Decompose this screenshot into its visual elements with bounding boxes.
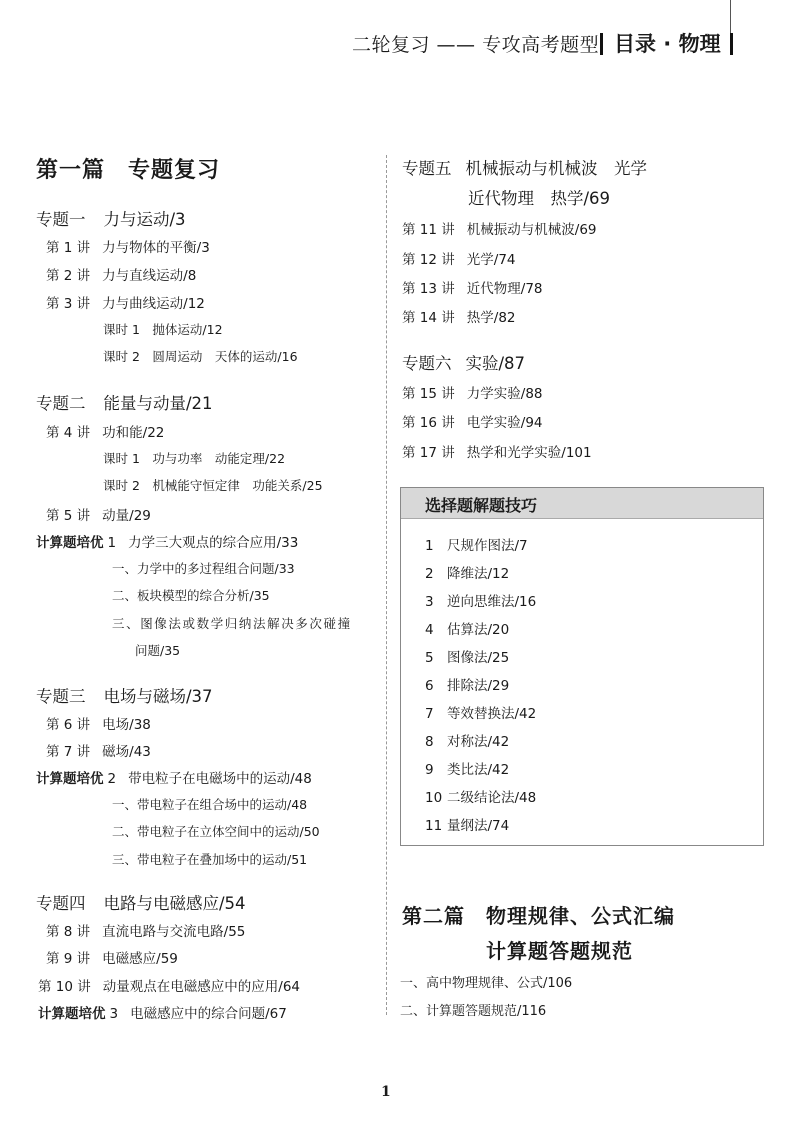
lecture-label: 第 4 讲 [46, 425, 91, 441]
topic-title: 机械振动与机械波 光学 [465, 159, 647, 178]
topic-label: 专题一 [36, 210, 86, 229]
lecture-title: 光学/74 [466, 252, 516, 268]
toc-lecture-6[interactable] [46, 713, 151, 733]
tips-item-num: 5 [425, 650, 434, 666]
lecture-title: 近代物理/78 [466, 281, 543, 297]
lecture-label: 第 1 讲 [46, 240, 91, 256]
toc-section-2-3[interactable]: 三、带电粒子在叠加场中的运动/51 [112, 852, 308, 867]
lecture-title: 功和能/22 [102, 425, 165, 441]
tips-item-text: 降维法/12 [447, 566, 510, 582]
calc-label: 计算题培优 [36, 535, 104, 551]
toc-topic-4[interactable] [36, 890, 246, 914]
lecture-label: 第 15 讲 [402, 386, 455, 402]
tips-item-text: 尺规作图法/7 [447, 538, 528, 554]
tips-item-num: 4 [425, 622, 434, 638]
tips-item-num: 7 [425, 706, 434, 722]
tips-item-8[interactable] [425, 730, 509, 750]
tips-item-num: 3 [425, 594, 434, 610]
toc-lesson-4-2[interactable]: 课时 2 机械能守恒定律 功能关系/25 [103, 478, 323, 493]
toc-calc-2[interactable] [36, 767, 312, 787]
header-divider-bar [600, 33, 603, 55]
header-section-title: 目录 · 物理 [614, 32, 721, 56]
tips-item-text: 估算法/20 [447, 622, 510, 638]
tips-item-text: 逆向思维法/16 [447, 594, 537, 610]
tips-item-6[interactable] [425, 674, 509, 694]
toc-lecture-12[interactable] [402, 248, 516, 268]
toc-lesson-3-1[interactable]: 课时 1 抛体运动/12 [103, 322, 223, 337]
toc-lesson-3-2[interactable]: 课时 2 圆周运动 天体的运动/16 [103, 349, 298, 364]
toc-lecture-13[interactable] [402, 277, 543, 297]
tips-item-text: 对称法/42 [447, 734, 510, 750]
lecture-title: 电磁感应/59 [102, 951, 178, 967]
toc-section-1-1[interactable]: 一、力学中的多过程组合问题/33 [112, 561, 295, 576]
lecture-label: 第 3 讲 [46, 296, 91, 312]
tips-item-2[interactable] [425, 562, 509, 582]
lecture-title: 电学实验/94 [466, 415, 543, 431]
toc-section-2-1[interactable]: 一、带电粒子在组合场中的运动/48 [112, 797, 308, 812]
topic-title: 电路与电磁感应/54 [103, 894, 246, 913]
tips-item-text: 图像法/25 [447, 650, 510, 666]
toc-section-1-3[interactable]: 三、图像法或数学归纳法解决多次碰撞 [112, 616, 352, 631]
toc-lecture-16[interactable] [402, 411, 543, 431]
tips-item-9[interactable] [425, 758, 509, 778]
topic-title: 实验/87 [465, 354, 526, 373]
tips-item-1[interactable] [425, 534, 528, 554]
tips-item-7[interactable] [425, 702, 536, 722]
tips-item-num: 10 [425, 790, 443, 806]
tips-box-title: 选择题解题技巧 [425, 496, 538, 515]
lecture-label: 第 8 讲 [46, 924, 91, 940]
lecture-title: 热学和光学实验/101 [466, 445, 592, 461]
part-one-title: 第一篇 专题复习 [36, 157, 221, 183]
tips-item-text: 排除法/29 [447, 678, 510, 694]
toc-lesson-4-1[interactable]: 课时 1 功与功率 动能定理/22 [103, 451, 286, 466]
toc-topic-2[interactable] [36, 390, 213, 414]
toc-lecture-17[interactable] [402, 441, 592, 461]
toc-lecture-2[interactable] [46, 264, 196, 284]
toc-topic-3[interactable] [36, 683, 213, 707]
toc-topic-1[interactable] [36, 206, 186, 230]
toc-lecture-7[interactable] [46, 740, 151, 760]
lecture-title: 力与直线运动/8 [102, 268, 197, 284]
lecture-title: 力与物体的平衡/3 [102, 240, 210, 256]
tips-item-text: 等效替换法/42 [447, 706, 537, 722]
toc-lecture-10[interactable] [38, 975, 300, 995]
lecture-title: 直流电路与交流电路/55 [102, 924, 246, 940]
calc-number: 2 [107, 771, 117, 787]
lecture-title: 电场/38 [102, 717, 151, 733]
header-divider-bar-end [730, 33, 733, 55]
lecture-label: 第 6 讲 [46, 717, 91, 733]
tips-box-header [401, 488, 763, 519]
toc-lecture-9[interactable] [46, 947, 178, 967]
lecture-label: 第 7 讲 [46, 744, 91, 760]
lecture-label: 第 16 讲 [402, 415, 455, 431]
toc-section-1-2[interactable]: 二、板块模型的综合分析/35 [112, 588, 270, 603]
tips-item-4[interactable] [425, 618, 509, 638]
tips-item-num: 2 [425, 566, 434, 582]
topic-title: 力与运动/3 [103, 210, 186, 229]
toc-lecture-1[interactable] [46, 236, 210, 256]
toc-lecture-11[interactable] [402, 218, 597, 238]
lecture-label: 第 11 讲 [402, 222, 455, 238]
tips-box [400, 487, 764, 846]
toc-lecture-14[interactable] [402, 306, 516, 326]
toc-section-2-2[interactable]: 二、带电粒子在立体空间中的运动/50 [112, 824, 320, 839]
calc-title: 电磁感应中的综合问题/67 [130, 1006, 287, 1022]
toc-part2-section-1[interactable]: 一、高中物理规律、公式/106 [400, 976, 573, 991]
lecture-label: 第 5 讲 [46, 508, 91, 524]
toc-section-1-3-cont: 问题/35 [135, 643, 181, 658]
toc-lecture-4[interactable] [46, 421, 164, 441]
tips-item-11[interactable] [425, 814, 509, 834]
calc-label: 计算题培优 [36, 771, 104, 787]
tips-item-num: 11 [425, 818, 443, 834]
topic-title: 能量与动量/21 [103, 394, 213, 413]
lecture-title: 力与曲线运动/12 [102, 296, 205, 312]
calc-label: 计算题培优 [38, 1006, 106, 1022]
toc-topic-6[interactable] [402, 350, 525, 374]
toc-lecture-3[interactable] [46, 292, 205, 312]
topic-label: 专题二 [36, 394, 86, 413]
toc-part2-section-2[interactable]: 二、计算题答题规范/116 [400, 1004, 547, 1019]
topic-title: 电场与磁场/37 [103, 687, 213, 706]
lecture-label: 第 9 讲 [46, 951, 91, 967]
tips-item-text: 类比法/42 [447, 762, 510, 778]
toc-topic-5[interactable] [402, 155, 647, 179]
part-two-title: 第二篇 物理规律、公式汇编 [402, 904, 675, 928]
toc-calc-3[interactable] [38, 1002, 287, 1022]
column-divider [386, 155, 387, 1015]
topic-label: 专题五 [402, 159, 452, 178]
lecture-label: 第 13 讲 [402, 281, 455, 297]
calc-number: 1 [107, 535, 117, 551]
calc-title: 带电粒子在电磁场中的运动/48 [128, 771, 312, 787]
lecture-title: 动量/29 [102, 508, 151, 524]
calc-title: 力学三大观点的综合应用/33 [128, 535, 299, 551]
calc-number: 3 [109, 1006, 119, 1022]
tips-item-num: 9 [425, 762, 434, 778]
toc-lecture-5[interactable] [46, 504, 151, 524]
lecture-title: 磁场/43 [102, 744, 151, 760]
tips-item-num: 6 [425, 678, 434, 694]
toc-lecture-8[interactable] [46, 920, 245, 940]
header-series-title: 二轮复习 —— 专攻高考题型 [352, 34, 600, 56]
topic-label: 专题四 [36, 894, 86, 913]
tips-item-10[interactable] [425, 786, 536, 806]
tips-item-5[interactable] [425, 646, 509, 666]
lecture-label: 第 12 讲 [402, 252, 455, 268]
topic-label: 专题三 [36, 687, 86, 706]
part-two-title-cont: 计算题答题规范 [486, 939, 633, 963]
toc-lecture-15[interactable] [402, 382, 543, 402]
lecture-label: 第 17 讲 [402, 445, 455, 461]
tips-item-3[interactable] [425, 590, 536, 610]
lecture-title: 热学/82 [466, 310, 516, 326]
page-number: 1 [381, 1084, 391, 1100]
lecture-label: 第 2 讲 [46, 268, 91, 284]
lecture-label: 第 10 讲 [38, 979, 91, 995]
lecture-title: 动量观点在电磁感应中的应用/64 [102, 979, 300, 995]
lecture-label: 第 14 讲 [402, 310, 455, 326]
toc-calc-1[interactable] [36, 531, 298, 551]
tips-item-text: 二级结论法/48 [447, 790, 537, 806]
lecture-title: 力学实验/88 [466, 386, 543, 402]
lecture-title: 机械振动与机械波/69 [466, 222, 597, 238]
tips-item-num: 8 [425, 734, 434, 750]
tips-item-num: 1 [425, 538, 434, 554]
topic-label: 专题六 [402, 354, 452, 373]
toc-topic-5-cont: 近代物理 热学/69 [468, 189, 611, 208]
tips-item-text: 量纲法/74 [447, 818, 510, 834]
